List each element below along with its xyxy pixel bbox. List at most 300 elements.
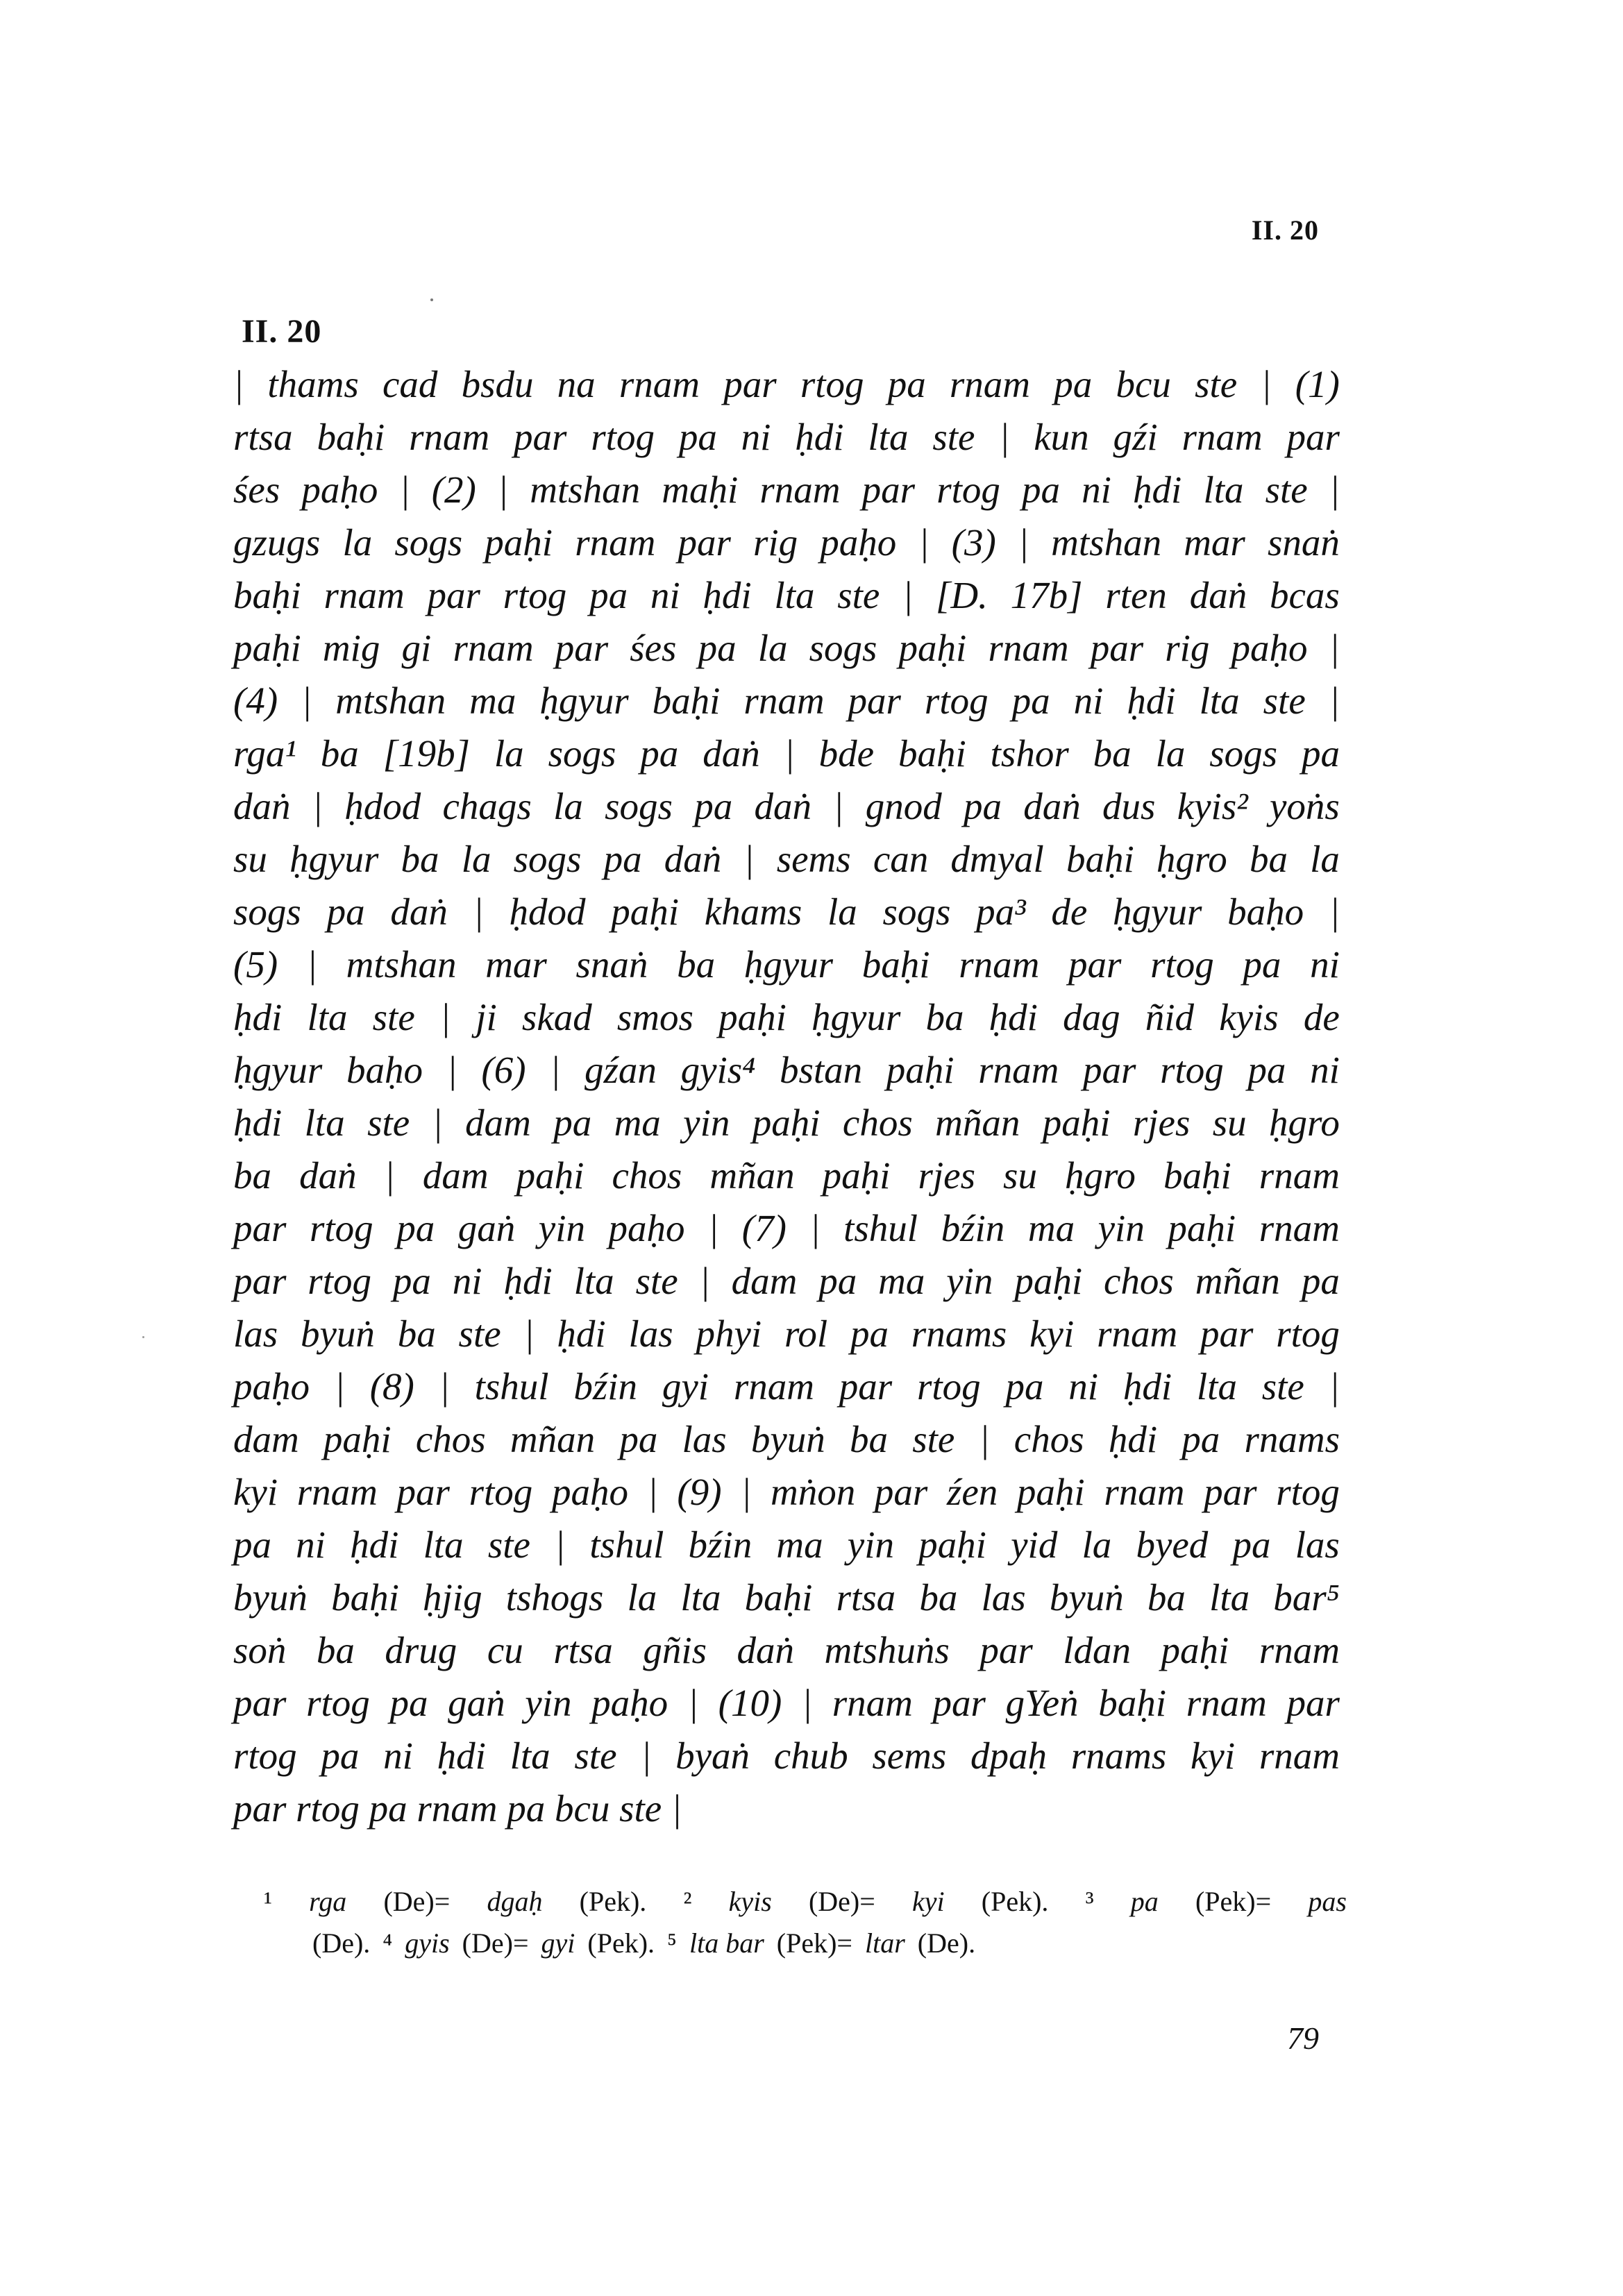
word: pa	[1011, 679, 1050, 722]
word: |	[439, 996, 451, 1038]
word: rnam	[959, 943, 1040, 986]
word: ḥdi	[1108, 1418, 1158, 1460]
word: |	[809, 1207, 821, 1249]
word: par	[678, 521, 731, 564]
word: |	[1329, 627, 1340, 669]
word: thams	[267, 363, 359, 405]
word: bźin	[688, 1523, 752, 1566]
word: par	[839, 1365, 893, 1408]
word: pa	[396, 1207, 435, 1249]
word: rtog	[800, 363, 864, 405]
word: rtsa	[836, 1576, 896, 1619]
word: dmyal	[950, 838, 1044, 880]
word: |	[647, 1471, 658, 1513]
word: ba	[1249, 838, 1288, 880]
word: ma	[776, 1523, 823, 1566]
word: ñid	[1145, 996, 1195, 1038]
word: rnam	[1186, 1682, 1267, 1724]
word: ḥgyur	[812, 996, 901, 1038]
word: pa	[1243, 943, 1281, 986]
text-line	[233, 358, 1340, 411]
word: ḥdod	[344, 785, 421, 827]
word: snaṅ	[1267, 521, 1340, 564]
footnote-token: ³	[1085, 1886, 1094, 1917]
word: bstan	[779, 1049, 863, 1091]
footnote-token: pas	[1308, 1886, 1347, 1917]
word: drug	[385, 1629, 457, 1671]
word: lta	[573, 1260, 614, 1302]
word: rnam	[1104, 1471, 1185, 1513]
print-speck	[430, 298, 433, 301]
word: par	[514, 416, 567, 458]
word: paḥi	[822, 1154, 891, 1197]
word: |	[784, 732, 795, 775]
word: gaṅ	[457, 1207, 516, 1249]
word: ste	[458, 1312, 501, 1355]
word: bźin	[573, 1365, 638, 1408]
footnote-token: ¹	[264, 1886, 272, 1917]
footnote-token: (Pek)=	[776, 1927, 852, 1959]
word: (5)	[233, 943, 278, 986]
word: pa	[233, 1523, 271, 1566]
word: pa	[694, 785, 733, 827]
word: yid	[1011, 1523, 1058, 1566]
word: sogs	[548, 732, 616, 775]
word: ba	[397, 1312, 436, 1355]
text-line	[233, 411, 1340, 464]
word: pa	[1022, 469, 1060, 511]
word: |	[999, 416, 1010, 458]
word: sogs	[394, 521, 463, 564]
word: pa	[553, 1101, 592, 1144]
word: pa	[589, 574, 628, 616]
word: pa	[1005, 1365, 1044, 1408]
text-line	[233, 1360, 1340, 1413]
word: la	[494, 732, 524, 775]
word: ni	[383, 1734, 413, 1777]
word: ḥgyur	[539, 679, 629, 722]
word: mñan	[510, 1418, 596, 1460]
word: ḥdi	[795, 416, 844, 458]
word: su	[1212, 1101, 1247, 1144]
text-line	[233, 1308, 1340, 1360]
word: (3)	[951, 521, 996, 564]
word: bar⁵	[1273, 1576, 1340, 1619]
footnote-token: pa	[1130, 1886, 1159, 1917]
word: lta	[680, 1576, 721, 1619]
word: gyi	[662, 1365, 709, 1408]
word: ji	[476, 996, 497, 1038]
footnote-token: (De).	[917, 1927, 976, 1959]
word: par	[233, 1207, 287, 1249]
word: ḥgyur	[1113, 890, 1202, 933]
text-line	[233, 1149, 1340, 1202]
word: rnam	[1181, 416, 1263, 458]
word: daṅ	[664, 838, 722, 880]
word: rtog	[924, 679, 989, 722]
footnote-token: lta bar	[689, 1927, 764, 1959]
word: mar	[485, 943, 547, 986]
word: |	[312, 785, 323, 827]
word: chos	[1014, 1418, 1084, 1460]
word: rnam	[1259, 1734, 1340, 1777]
word: rtog	[1150, 943, 1214, 986]
word: baḥi	[898, 732, 966, 775]
word: (1)	[1295, 363, 1340, 405]
word: |	[306, 943, 317, 986]
word: la	[553, 785, 583, 827]
word: skad	[521, 996, 592, 1038]
word: rnam	[978, 1049, 1059, 1091]
word: yin	[847, 1523, 894, 1566]
word: ba	[401, 838, 439, 880]
word: pa	[1301, 732, 1340, 775]
word: paḥo	[820, 521, 897, 564]
word: rnam	[832, 1682, 913, 1724]
word: par	[233, 1682, 287, 1724]
word: |	[708, 1207, 719, 1249]
word: ḥgro	[1065, 1154, 1136, 1197]
word: par	[427, 574, 480, 616]
word: ḥdi	[557, 1312, 606, 1355]
word: |	[1329, 469, 1340, 511]
word: rten	[1105, 574, 1167, 616]
word: rnam	[1259, 1629, 1340, 1671]
word: |	[550, 1049, 561, 1091]
word: ḥgyur	[233, 1049, 323, 1091]
word: ḥdi	[989, 996, 1038, 1038]
word: paḥi	[886, 1049, 955, 1091]
word: mig	[322, 627, 380, 669]
word: gi	[401, 627, 432, 669]
word: ma	[1027, 1207, 1075, 1249]
word: rtog	[233, 1734, 297, 1777]
word: ba	[1093, 732, 1132, 775]
text-line	[233, 1519, 1340, 1571]
word: baḥi	[1163, 1154, 1231, 1197]
word: |	[233, 363, 244, 405]
word: byaṅ	[675, 1734, 750, 1777]
text-line: par rtog pa rnam pa bcu ste |	[233, 1787, 682, 1830]
word: rnam	[949, 363, 1031, 405]
word: ba	[677, 943, 716, 986]
body-text	[233, 358, 1340, 1835]
word: paḥi	[611, 890, 679, 933]
footnote-token: (De)=	[808, 1886, 875, 1917]
word: dpaḥ	[970, 1734, 1048, 1777]
word: baḥi	[744, 1576, 813, 1619]
word: ba	[1147, 1576, 1186, 1619]
word: pa	[850, 1312, 889, 1355]
word: paḥo	[608, 1207, 685, 1249]
word: par	[848, 679, 901, 722]
word: ḥgro	[1156, 838, 1227, 880]
word: na	[557, 363, 596, 405]
footnote-token: gyi	[541, 1927, 575, 1959]
word: baḥi	[1066, 838, 1134, 880]
word: rjes	[1132, 1101, 1191, 1144]
word: (6)	[481, 1049, 526, 1091]
text-line	[233, 727, 1340, 780]
word: daṅ	[1189, 574, 1247, 616]
word: |	[1329, 890, 1340, 933]
word: paḥo	[1231, 627, 1308, 669]
text-line	[233, 1255, 1340, 1308]
word: rig	[752, 521, 798, 564]
word: paḥi	[918, 1523, 986, 1566]
word: kyis²	[1177, 785, 1248, 827]
word: 17b]	[1010, 574, 1083, 616]
page-number: 79	[1287, 2020, 1319, 2056]
word: pa	[1247, 1049, 1286, 1091]
word: sogs	[882, 890, 951, 933]
word: |	[1018, 521, 1029, 564]
text-line	[233, 622, 1340, 675]
word: mṅon	[770, 1471, 856, 1513]
footnote-line	[264, 1923, 1347, 1964]
word: par	[396, 1471, 450, 1513]
word: gYeṅ	[1005, 1682, 1079, 1724]
word: par	[1286, 1682, 1340, 1724]
word: paḥi	[233, 627, 301, 669]
word: las	[628, 1312, 673, 1355]
word: tshul	[843, 1207, 918, 1249]
word: daṅ	[1023, 785, 1081, 827]
word: rnam	[1097, 1312, 1178, 1355]
word: gñis	[643, 1629, 707, 1671]
word: la	[1082, 1523, 1112, 1566]
word: ni	[1068, 1365, 1099, 1408]
word: (8)	[369, 1365, 414, 1408]
word: gyis⁴	[680, 1049, 756, 1091]
word: phyi	[696, 1312, 762, 1355]
word: pa³	[976, 890, 1026, 933]
word: par	[1090, 627, 1144, 669]
word: |	[301, 679, 312, 722]
word: ni	[296, 1523, 326, 1566]
word: ḥdi	[1133, 469, 1182, 511]
text-line	[233, 1413, 1340, 1466]
footnote-token: rga	[309, 1886, 347, 1917]
word: śes	[630, 627, 677, 669]
word: lta	[868, 416, 909, 458]
word: ḥdi	[1127, 679, 1176, 722]
word: ni	[1073, 679, 1104, 722]
word: par	[1068, 943, 1122, 986]
word: rtsa	[553, 1629, 613, 1671]
word: ba	[316, 1629, 355, 1671]
text-line	[233, 1466, 1340, 1519]
word: gźan	[585, 1049, 657, 1091]
word: ma	[469, 679, 516, 722]
word: ste	[932, 416, 975, 458]
word: paḥi	[1014, 1260, 1083, 1302]
word: ba	[233, 1154, 271, 1197]
word: ḥdi	[503, 1260, 553, 1302]
word: lta	[1199, 679, 1240, 722]
word: pa	[389, 1682, 428, 1724]
word: ḥdi	[437, 1734, 486, 1777]
word: paḥi	[718, 996, 787, 1038]
word: sogs	[1209, 732, 1278, 775]
word: źen	[946, 1471, 998, 1513]
word: paḥi	[752, 1101, 821, 1144]
word: rtog	[591, 416, 655, 458]
word: pa	[1232, 1523, 1271, 1566]
word: paḥi	[898, 627, 967, 669]
word: rtog	[309, 1207, 373, 1249]
word: |	[555, 1523, 566, 1566]
word: |	[741, 1471, 752, 1513]
word: sogs	[605, 785, 673, 827]
print-speck	[142, 1336, 144, 1338]
word: ste	[574, 1734, 617, 1777]
word: rtog	[1276, 1471, 1340, 1513]
word: daṅ	[233, 785, 291, 827]
word: ni	[452, 1260, 482, 1302]
word: (4)	[233, 679, 278, 722]
word: gnod	[865, 785, 942, 827]
word: baḥo	[346, 1049, 423, 1091]
word: dus	[1102, 785, 1156, 827]
word: |	[801, 1682, 813, 1724]
word: |	[1261, 363, 1272, 405]
word: lta	[774, 574, 815, 616]
word: maḥi	[662, 469, 739, 511]
footnote-token: ltar	[864, 1927, 905, 1959]
word: lta	[1209, 1576, 1250, 1619]
word: ste	[367, 1101, 410, 1144]
word: dam	[233, 1418, 299, 1460]
word: pa	[963, 785, 1002, 827]
word: baḥi	[1098, 1682, 1167, 1724]
word: yin	[1098, 1207, 1145, 1249]
word: lta	[510, 1734, 550, 1777]
text-line	[233, 991, 1340, 1044]
word: chos	[1103, 1260, 1174, 1302]
word: |	[446, 1049, 457, 1091]
word: par	[1200, 1312, 1254, 1355]
footnote-token: (De).	[312, 1927, 371, 1959]
text-line	[233, 886, 1340, 938]
word: pa	[326, 890, 365, 933]
text-line	[233, 1202, 1340, 1255]
word: chos	[842, 1101, 913, 1144]
word: lta	[1196, 1365, 1237, 1408]
word: smos	[616, 996, 693, 1038]
word: chos	[415, 1418, 486, 1460]
word: |	[523, 1312, 535, 1355]
word: ḥdi	[1122, 1365, 1172, 1408]
word: daṅ	[390, 890, 448, 933]
word: mñan	[709, 1154, 795, 1197]
word: mñan	[935, 1101, 1020, 1144]
word: |	[641, 1734, 652, 1777]
word: pa	[619, 1418, 658, 1460]
word: gźi	[1113, 416, 1158, 458]
word: su	[233, 838, 267, 880]
text-line	[233, 938, 1340, 991]
text-line	[233, 516, 1340, 569]
footnotes	[264, 1881, 1347, 1964]
word: ma	[878, 1260, 925, 1302]
word: dam	[422, 1154, 489, 1197]
word: ḥgyur	[743, 943, 834, 986]
word: paḥi	[516, 1154, 585, 1197]
word: rig	[1165, 627, 1210, 669]
footnote-token: kyis	[728, 1886, 772, 1917]
word: pa	[392, 1260, 431, 1302]
word: pa	[678, 416, 717, 458]
text-line	[233, 675, 1340, 727]
word: lta	[307, 996, 348, 1038]
word: bsdu	[461, 363, 534, 405]
word: can	[873, 838, 929, 880]
word: la	[827, 890, 857, 933]
word: kyis	[1219, 996, 1279, 1038]
word: rtog	[1276, 1312, 1340, 1355]
word: pa	[1054, 363, 1093, 405]
word: cu	[487, 1629, 523, 1671]
word: cad	[382, 363, 438, 405]
word: yin	[946, 1260, 993, 1302]
word: tshul	[474, 1365, 549, 1408]
word: rjes	[918, 1154, 975, 1197]
word: paḥi	[1168, 1207, 1236, 1249]
word: |	[399, 469, 410, 511]
word: rnam	[988, 627, 1069, 669]
word: par	[1083, 1049, 1136, 1091]
word: |	[699, 1260, 710, 1302]
word: rtog	[306, 1682, 370, 1724]
word: ḥdi	[233, 996, 283, 1038]
word: tshor	[990, 732, 1069, 775]
word: par	[861, 469, 916, 511]
word: pa	[640, 732, 679, 775]
word: bźin	[941, 1207, 1005, 1249]
word: ḥdi	[350, 1523, 399, 1566]
word: byuṅ	[233, 1576, 308, 1619]
word: rtog	[308, 1260, 371, 1302]
word: |	[1329, 679, 1340, 722]
word: de	[1051, 890, 1088, 933]
word: par	[932, 1682, 986, 1724]
word: rnam	[323, 574, 405, 616]
word: lta	[423, 1523, 464, 1566]
word: paḥi	[1042, 1101, 1111, 1144]
word: ni	[650, 574, 680, 616]
word: mtshuṅs	[824, 1629, 950, 1671]
word: par	[1286, 416, 1340, 458]
word: (10)	[718, 1682, 782, 1724]
text-line	[233, 1044, 1340, 1097]
word: rnam	[733, 1365, 814, 1408]
word: mtshan	[335, 679, 446, 722]
word: rnam	[619, 363, 700, 405]
word: rnam	[1259, 1154, 1340, 1197]
word: rnam	[759, 469, 841, 511]
footnote-token: dgaḥ	[487, 1886, 543, 1917]
word: baḥi	[233, 574, 301, 616]
word: las	[1295, 1523, 1340, 1566]
word: sems	[776, 838, 851, 880]
word: |	[743, 838, 755, 880]
word: bde	[818, 732, 875, 775]
word: yoṅs	[1270, 785, 1340, 827]
word: rnam	[1259, 1207, 1340, 1249]
word: rnams	[1070, 1734, 1167, 1777]
word: |	[473, 890, 484, 933]
